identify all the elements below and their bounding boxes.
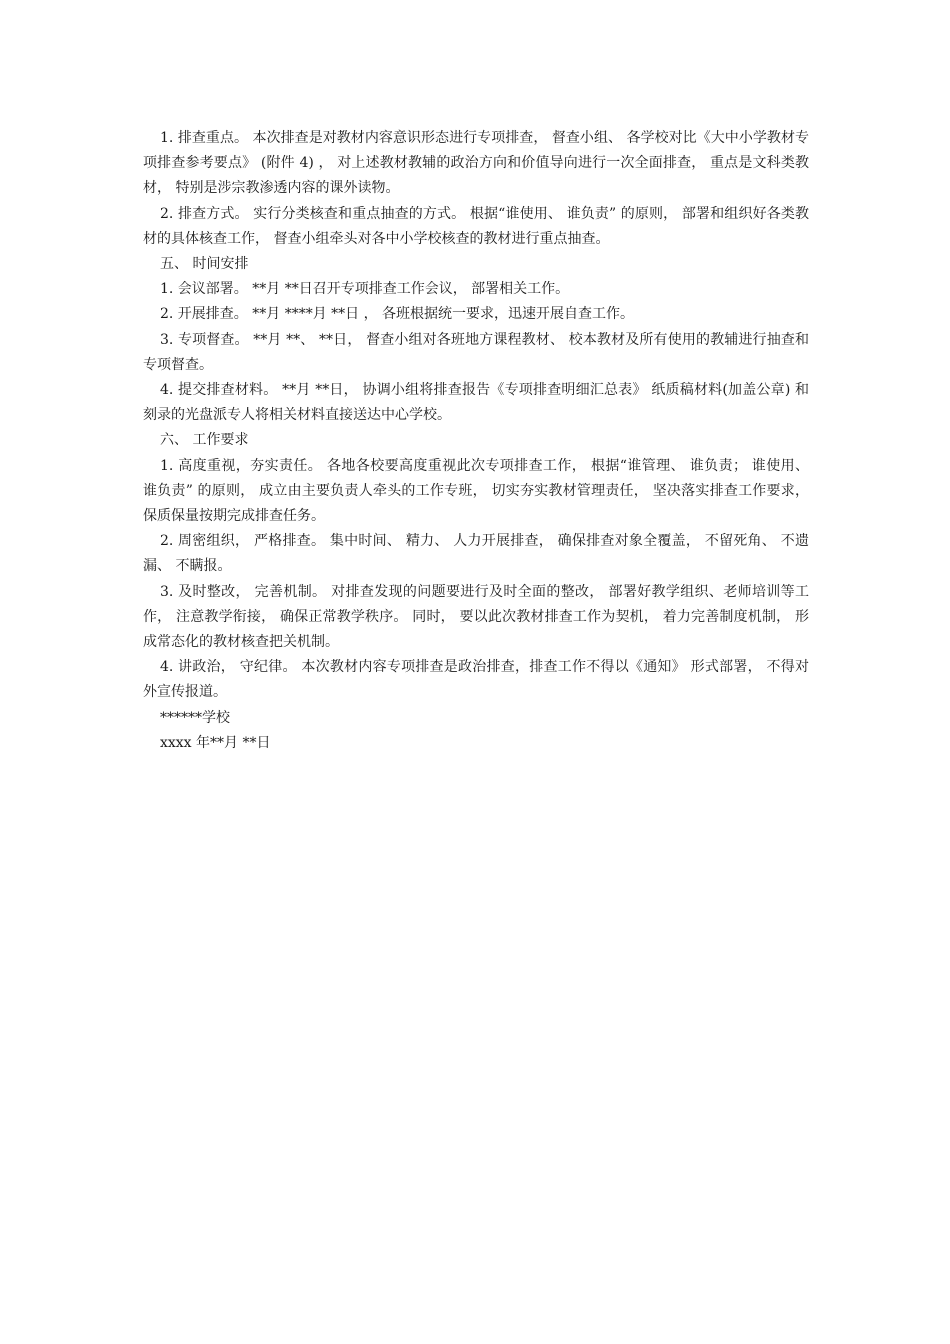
signature-school: ******学校	[160, 709, 230, 726]
paragraph-submit-materials: 4. 提交排查材料。 **月 **日， 协调小组将排查报告《专项排查明细汇总表》 纸质稿材料(加盖公章) 和刻录的光盘派专人将相关材料直接送达中心学校。	[143, 382, 809, 424]
paragraph-organization: 2. 周密组织， 严格排查。 集中时间、 精力、 人力开展排查， 确保排查对象全覆盖， 不留死角、 不遗漏、 不瞒报。	[143, 533, 809, 575]
paragraph-rectification: 3. 及时整改， 完善机制。 对排查发现的问题要进行及时全面的整改， 部署好教学组织、老师培训等工作， 注意教学衔接， 确保正常教学秩序。 同时， 要以此次教材排查工作为契机， 着力完善制度机制， 形成常态化的教材核查把关机制。	[143, 583, 809, 651]
section-heading-requirements: 六、 工作要求	[160, 432, 249, 449]
paragraph-self-inspection: 2. 开展排查。 **月 ****月 **日 ， 各班根据统一要求，迅速开展自查工作。	[160, 306, 635, 323]
paragraph-inspection-method: 2. 排查方式。 实行分类核查和重点抽查的方式。 根据“谁使用、 谁负责” 的原则， 部署和组织好各类教材的具体核查工作， 督查小组牵头对各中小学校核查的教材进行重点抽查。	[143, 205, 809, 247]
signature-date: xxxx 年**月 **日	[160, 734, 271, 751]
document-body	[143, 126, 809, 756]
paragraph-special-supervision: 3. 专项督查。 **月 **、 **日， 督查小组对各班地方课程教材、 校本教材及所有使用的教辅进行抽查和专项督查。	[143, 331, 809, 373]
section-heading-schedule: 五、 时间安排	[160, 256, 249, 273]
paragraph-inspection-focus: 1. 排查重点。 本次排查是对教材内容意识形态进行专项排查， 督查小组、 各学校对比《大中小学教材专项排查参考要点》 (附件 4) ， 对上述教材教辅的政治方向和价值导向进行一次全面排查， 重点是文科类教材， 特别是涉宗教渗透内容的课外读物。	[143, 130, 809, 197]
paragraph-discipline: 4. 讲政治， 守纪律。 本次教材内容专项排查是政治排查，排查工作不得以《通知》 形式部署， 不得对外宣传报道。	[143, 659, 809, 701]
paragraph-meeting: 1. 会议部署。 **月 **日召开专项排查工作会议， 部署相关工作。	[160, 281, 570, 298]
paragraph-attention: 1. 高度重视，夯实责任。 各地各校要高度重视此次专项排查工作， 根据“谁管理、 谁负责； 谁使用、 谁负责” 的原则， 成立由主要负责人牵头的工作专班， 切实夯实教材管理责任， 坚决落实排查工作要求， 保质保量按期完成排查任务。	[143, 457, 809, 525]
